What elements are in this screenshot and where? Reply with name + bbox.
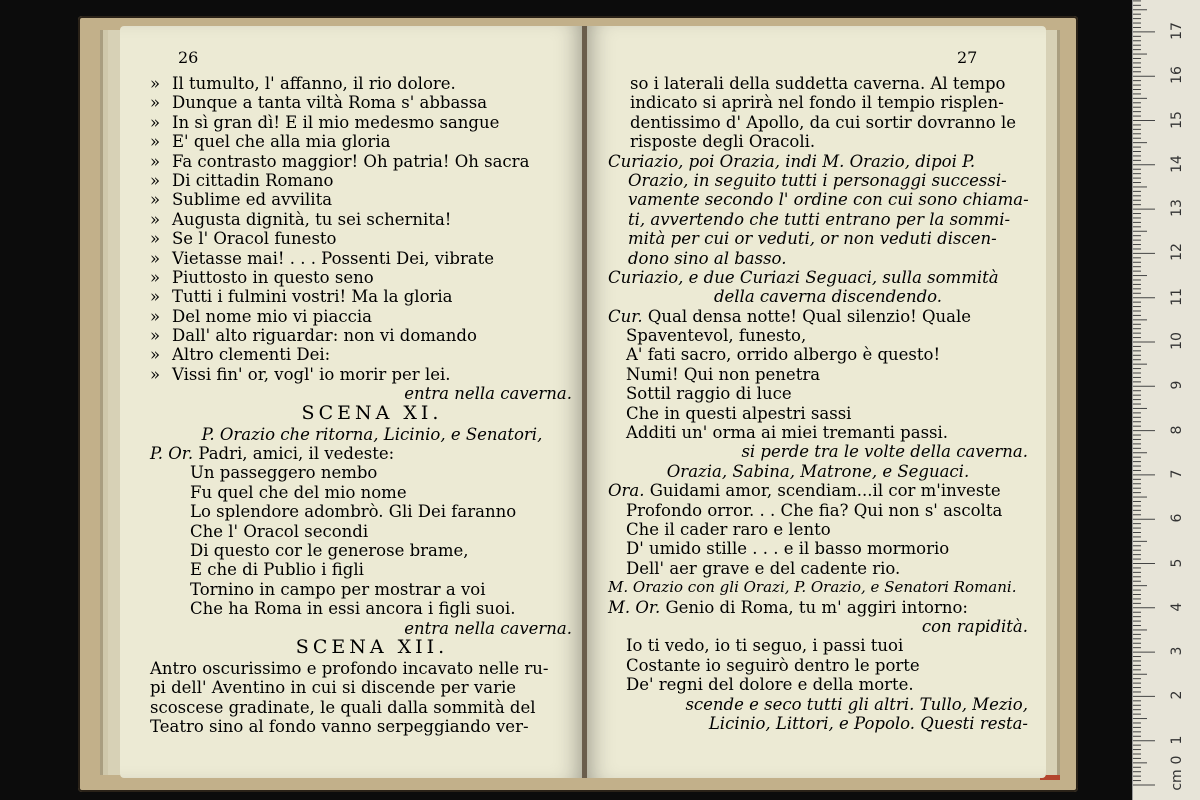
quote-mark: »: [150, 132, 161, 152]
ruler-number: 5: [1169, 558, 1185, 567]
entry-direction: M. Orazio con gli Orazi, P. Orazio, e Senatori Romani.: [608, 578, 1017, 597]
verse-block: [150, 74, 572, 384]
ruler-number: 14: [1169, 154, 1185, 173]
text-line: A' fati sacro, orrido albergo è questo!: [626, 345, 941, 365]
text-line: Antro oscurissimo e profondo incavato nelle ru-: [150, 658, 549, 678]
ruler-number: 4: [1169, 602, 1185, 612]
quote-mark: »: [150, 190, 161, 210]
quote-mark: »: [150, 74, 161, 93]
text-line: [150, 249, 572, 268]
text-line: Curiazio, poi Orazia, indi M. Orazio, dipoi P.: [608, 151, 976, 171]
text-line: Io ti vedo, io ti seguo, i passi tuoi: [626, 636, 904, 656]
ruler-number: 0: [1169, 755, 1185, 765]
text-line: [150, 268, 572, 287]
speech-text: Guidami amor, scendiam...il cor m'investe: [649, 481, 1001, 501]
text-line: dentissimo d' Apollo, da cui sortir dovranno le: [630, 112, 1017, 132]
text-line: Che il cader raro e lento: [626, 519, 831, 539]
ruler-ticks: [1133, 0, 1200, 800]
text-line: Teatro sino al fondo vanno serpeggiando ver-: [150, 717, 529, 737]
text-line: Curiazio, e due Curiazi Seguaci, sulla sommità: [608, 267, 999, 287]
text-line: [150, 190, 572, 209]
scene-heading-xii: SCENA XII.: [295, 635, 449, 658]
stage-direction: si perde tra le volte della caverna.: [741, 442, 1028, 462]
text-line: Che in questi alpestri sassi: [626, 403, 852, 423]
scene-characters: P. Orazio che ritorna, Licinio, e Senatori,: [201, 424, 543, 444]
text-line: Lo splendore adombrò. Gli Dei faranno: [190, 502, 517, 522]
speaker-label: Cur.: [608, 306, 643, 326]
quote-mark: »: [150, 248, 161, 268]
text-line: dono sino al basso.: [628, 248, 787, 268]
text-line: Che ha Roma in essi ancora i figli suoi.: [190, 599, 516, 619]
book-gutter: [582, 26, 587, 778]
page-stack-left: [100, 30, 120, 775]
ruler-number: 16: [1169, 66, 1185, 85]
text-line: [150, 171, 572, 190]
characters-block: [608, 152, 1028, 268]
line-text: Piuttosto in questo seno: [172, 267, 374, 287]
text-line: De' regni del dolore e della morte.: [626, 675, 914, 695]
line-text: Fa contrasto maggior! Oh patria! Oh sacra: [172, 151, 530, 171]
ruler-number: 7: [1169, 469, 1185, 479]
speech-line: [608, 598, 1028, 617]
text-line: [150, 93, 572, 112]
text-line: scende e seco tutti gli altri. Tullo, Mezio,: [685, 694, 1028, 714]
speech-line: [150, 444, 572, 463]
ruler-number: 8: [1169, 425, 1185, 435]
text-line: Numi! Qui non penetra: [626, 364, 821, 384]
line-text: Altro clementi Dei:: [172, 345, 331, 365]
line-text: Dunque a tanta viltà Roma s' abbassa: [172, 93, 488, 113]
text-line: [150, 113, 572, 132]
speaker-label: Ora.: [608, 481, 645, 501]
line-text: In sì gran dì! E il mio medesmo sangue: [172, 112, 500, 132]
text-line: [150, 229, 572, 248]
ruler-number: 17: [1169, 21, 1185, 40]
curiazi-entry: [608, 268, 1028, 307]
text-line: Tornino in campo per mostrar a voi: [190, 579, 486, 599]
text-line: Orazio, in seguito tutti i personaggi successi-: [628, 170, 1007, 190]
quote-mark: »: [150, 287, 161, 307]
quote-mark: »: [150, 229, 161, 249]
ruler-number: 15: [1169, 110, 1185, 129]
quote-mark: »: [150, 345, 161, 365]
ruler-number: 10: [1169, 332, 1185, 350]
text-line: Additi un' orma ai miei tremanti passi.: [626, 423, 949, 443]
quote-mark: »: [150, 267, 161, 287]
text-line: Fu quel che del mio nome: [190, 482, 407, 502]
line-text: Vietasse mai! . . . Possenti Dei, vibrate: [172, 248, 495, 268]
ruler-number: 11: [1169, 287, 1185, 306]
text-line: pi dell' Aventino in cui si discende per varie: [150, 678, 517, 698]
text-line: ti, avvertendo che tutti entrano per la sommi-: [628, 209, 1011, 229]
text-line: indicato si aprirà nel fondo il tempio risplen-: [630, 93, 1004, 113]
right-page-number: 27: [957, 48, 978, 67]
text-line: [150, 132, 572, 151]
line-text: Di cittadin Romano: [172, 170, 334, 190]
speech-line: [608, 481, 1028, 500]
text-line: [150, 345, 572, 364]
text-line: [150, 287, 572, 306]
text-line: [150, 307, 572, 326]
text-line: Costante io seguirò dentro le porte: [626, 655, 920, 675]
text-line: Sottil raggio di luce: [626, 384, 792, 404]
text-line: [150, 365, 572, 384]
text-line: [150, 152, 572, 171]
stage-direction: con rapidità.: [921, 616, 1028, 636]
scene-description-cont: [608, 74, 1028, 152]
text-line: E che di Publio i figli: [190, 560, 364, 580]
scene-heading-xi: SCENA XI.: [301, 401, 443, 424]
text-line: mità per cui or veduti, or non veduti discen-: [628, 229, 997, 249]
line-text: Vissi fin' or, vogl' io morir per lei.: [172, 364, 451, 384]
ruler-number: 1: [1169, 735, 1185, 745]
text-line: so i laterali della suddetta caverna. Al tempo: [630, 74, 1006, 93]
text-line: della caverna discendendo.: [713, 287, 943, 307]
speaker-label: P. Or.: [150, 444, 194, 464]
quote-mark: »: [150, 151, 161, 171]
right-page-text: [608, 74, 1028, 733]
text-line: scoscese gradinate, le quali dalla sommità del: [150, 697, 536, 717]
text-line: Di questo cor le generose brame,: [190, 540, 469, 560]
quote-mark: »: [150, 306, 161, 326]
entry-direction: Orazia, Sabina, Matrone, e Seguaci.: [666, 461, 970, 481]
speech-line: [608, 307, 1028, 326]
ruler-number: 6: [1169, 513, 1185, 523]
text-line: [150, 326, 572, 345]
text-line: Che l' Oracol secondi: [190, 521, 369, 541]
line-text: Il tumulto, l' affanno, il rio dolore.: [172, 74, 456, 93]
line-text: Del nome mio vi piaccia: [172, 306, 372, 326]
speech-block: [608, 326, 1028, 442]
ruler-number: 3: [1169, 646, 1185, 656]
speech-block: [608, 636, 1028, 694]
measurement-ruler: [1132, 0, 1200, 800]
text-line: Profondo orror. . . Che fia? Qui non s' ascolta: [626, 500, 1003, 520]
quote-mark: »: [150, 93, 161, 113]
line-text: Dall' alto riguardar: non vi domando: [172, 326, 477, 346]
closing-direction: [608, 695, 1028, 734]
quote-mark: »: [150, 112, 161, 132]
text-line: risposte degli Oracoli.: [630, 132, 816, 152]
line-text: Se l' Oracol funesto: [172, 229, 337, 249]
speech-text: Genio di Roma, tu m' aggiri intorno:: [665, 597, 968, 617]
text-line: Licinio, Littori, e Popolo. Questi resta-: [708, 713, 1028, 733]
stage-direction: entra nella caverna.: [404, 384, 572, 404]
speech-block: [172, 463, 572, 618]
quote-mark: »: [150, 170, 161, 190]
text-line: [150, 210, 572, 229]
text-line: D' umido stille . . . e il basso mormorio: [626, 539, 950, 559]
stage-direction: entra nella caverna.: [404, 618, 572, 638]
speaker-label: M. Or.: [608, 597, 661, 617]
speech-block: [608, 501, 1028, 579]
left-page-text: [150, 74, 572, 737]
line-text: Augusta dignità, tu sei schernita!: [172, 209, 452, 229]
scene-description: [150, 659, 572, 737]
quote-mark: »: [150, 209, 161, 229]
line-text: Sublime ed avvilita: [172, 190, 333, 210]
left-page-number: 26: [178, 48, 199, 67]
ruler-number: 9: [1169, 380, 1185, 390]
text-line: Spaventevol, funesto,: [626, 326, 807, 346]
text-line: vamente secondo l' ordine con cui sono chiama-: [628, 190, 1029, 210]
quote-mark: »: [150, 326, 161, 346]
quote-mark: »: [150, 364, 161, 384]
ruler-number: 13: [1169, 199, 1185, 218]
ruler-number: 12: [1169, 243, 1185, 262]
ruler-unit-label: cm: [1169, 769, 1185, 791]
page-stack-right: [1046, 30, 1060, 775]
text-line: Un passeggero nembo: [190, 463, 378, 483]
speech-text: Qual densa notte! Qual silenzio! Quale: [647, 306, 972, 326]
ruler-number: 2: [1169, 690, 1185, 700]
text-line: Dell' aer grave e del cadente rio.: [626, 558, 901, 578]
line-text: Tutti i fulmini vostri! Ma la gloria: [172, 287, 453, 307]
text-line: [150, 74, 572, 93]
speech-text: Padri, amici, il vedeste:: [198, 444, 395, 464]
line-text: E' quel che alla mia gloria: [172, 132, 391, 152]
